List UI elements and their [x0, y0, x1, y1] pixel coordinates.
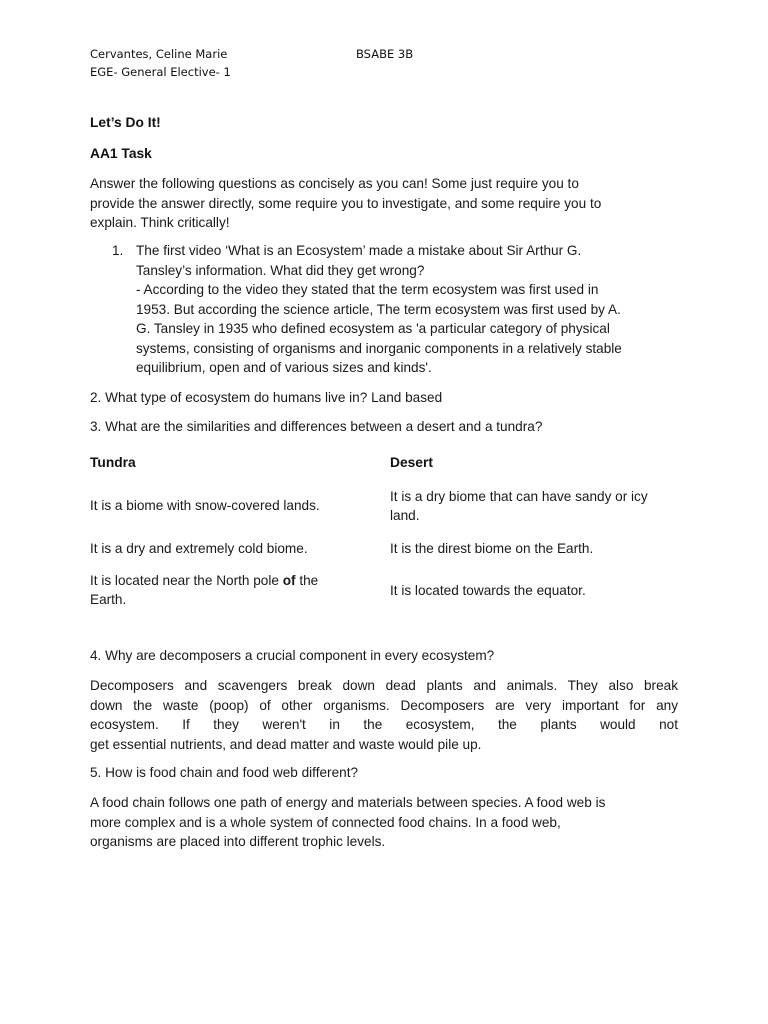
q5-answer-line: organisms are placed into different trophic levels.	[90, 834, 386, 849]
q4-answer-line: Decomposers and scavengers break down dead plants and animals. They also break	[90, 678, 678, 693]
course-name: EGE- General Elective- 1	[90, 65, 231, 79]
q4-answer	[90, 676, 678, 754]
student-section: BSABE 3B	[356, 47, 414, 61]
instructions-line: explain. Think critically!	[90, 215, 230, 230]
q1-answer-line: - According to the video they stated that the term ecosystem was first used in	[136, 282, 599, 297]
table-cell-line: land.	[390, 507, 420, 523]
table-cell-tundra	[90, 572, 370, 609]
q5-answer-line: A food chain follows one path of energy and materials between species. A food web is	[90, 795, 606, 810]
table-cell-line	[90, 572, 370, 591]
q2-text: 2. What type of ecosystem do humans live in? Land based	[90, 390, 443, 405]
table-cell-tundra: It is a dry and extremely cold biome.	[90, 541, 308, 556]
table-header-tundra: Tundra	[90, 455, 136, 470]
task-title: AA1 Task	[90, 146, 152, 161]
page-title: Let’s Do It!	[90, 115, 161, 130]
q1-block	[136, 241, 678, 378]
q1-answer-line: systems, consisting of organisms and inorganic components in a relatively stable	[136, 340, 622, 356]
q4-answer-line: down the waste (poop) of other organisms. Decomposers are very important for any	[90, 697, 678, 713]
q5-question: 5. How is food chain and food web different?	[90, 765, 359, 780]
table-cell-line: Earth.	[90, 591, 127, 607]
q1-number: 1.	[112, 243, 124, 258]
q5-answer	[90, 793, 678, 852]
student-name: Cervantes, Celine Marie	[90, 47, 228, 61]
cell-bold-text: of	[282, 573, 296, 588]
table-cell-tundra: It is a biome with snow-covered lands.	[90, 498, 320, 513]
q1-answer-line: 1953. But according the science article, The term ecosystem was first used by A.	[136, 301, 621, 317]
q1-answer-line: equilibrium, open and of various sizes and kinds'.	[136, 360, 432, 375]
table-cell-desert: It is located towards the equator.	[390, 583, 586, 598]
table-cell-line: It is a dry biome that can have sandy or icy	[390, 489, 648, 504]
table-cell-desert	[390, 488, 680, 525]
q4-answer-line: ecosystem. If they weren't in the ecosystem, the plants would not	[90, 717, 678, 732]
q1-question-line: The first video ‘What is an Ecosystem’ made a mistake about Sir Arthur G.	[136, 243, 582, 258]
q4-question: 4. Why are decomposers a crucial component in every ecosystem?	[90, 648, 495, 663]
q3-text: 3. What are the similarities and differences between a desert and a tundra?	[90, 419, 543, 434]
q1-question-line: Tansley’s information. What did they get wrong?	[136, 262, 425, 278]
cell-text: the	[295, 573, 319, 588]
instructions-line: Answer the following questions as concisely as you can! Some just require you to	[90, 176, 579, 191]
q5-answer-line: more complex and is a whole system of connected food chains. In a food web,	[90, 814, 561, 830]
table-header-desert: Desert	[390, 455, 433, 470]
cell-text: It is located near the North pole	[90, 573, 283, 588]
q1-answer-line: G. Tansley in 1935 who defined ecosystem as 'a particular category of physical	[136, 321, 610, 336]
instructions	[90, 174, 678, 233]
table-cell-desert: It is the direst biome on the Earth.	[390, 541, 594, 556]
q4-answer-line: get essential nutrients, and dead matter and waste would pile up.	[90, 736, 482, 752]
instructions-line: provide the answer directly, some require you to investigate, and some require you to	[90, 195, 602, 211]
